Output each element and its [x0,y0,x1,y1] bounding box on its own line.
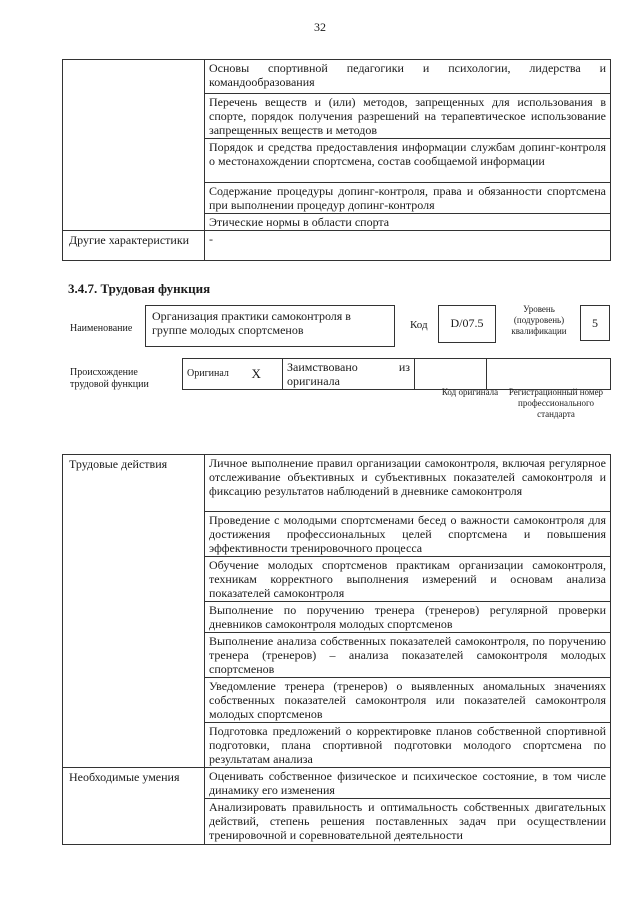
action-item: Личное выполнение правил организации самоконтроля, включая регулярное отслеживание объективных и субъективных показателей самоконтроля и фиксацию результатов наблюдений в дневнике самоконтроля [205,455,611,512]
level-label: Уровень (подуровень) квалификации [511,304,567,336]
knowledge-item: Основы спортивной педагогики и психологии, лидерства и командообразования [205,60,611,94]
action-item: Проведение с молодыми спортсменами бесед о важности самоконтроля для достижения профессиональных целей спортсмена и повышения эффективности тренировочного процесса [205,512,611,557]
knowledge-item: Порядок и средства предоставления информации службам допинг-контроля о местонахождении спортсмена, состав сообщаемой информации [205,139,611,183]
code-original-label: Код оригинала [441,387,499,397]
original-mark: X [248,359,283,390]
other-characteristics-label: Другие характеристики [63,231,205,261]
action-item: Выполнение по поручению тренера (тренеров) регулярной проверки дневников самоконтроля молодых спортсменов [205,602,611,633]
action-item: Обучение молодых спортсменов практикам организации самоконтроля, техникам корректного выполнения измерений и основам анализа показателей самоконтроля [205,557,611,602]
knowledge-item: Перечень веществ и (или) методов, запрещенных для использования в спорте, порядок получения разрешений на терапевтическое использование запрещенных веществ и методов [205,94,611,139]
borrowed-label: Заимствовано из оригинала [283,359,415,390]
origin-table [182,358,611,390]
action-item: Уведомление тренера (тренеров) о выявленных аномальных значениях собственных показателей самоконтроля или показателей самоконтроля молодых спортсменов [205,678,611,723]
section-title: 3.4.7. Трудовая функция [68,281,211,296]
function-name: Организация практики самоконтроля в группе молодых спортсменов [152,309,351,337]
action-item: Подготовка предложений о корректировке планов собственной спортивной подготовки, плана спортивной подготовки молодого спортсмена по результатам анализа [205,723,611,768]
reg-number-label: Регистрационный номер профессионального стандарта [508,387,604,419]
knowledge-label-cell [63,60,205,231]
action-item: Выполнение анализа собственных показателей самоконтроля, по поручению тренера (тренеров) – анализа показателей самоконтроля молодых спортсменов [205,633,611,678]
page-number: 32 [314,20,326,34]
reg-number-cell [487,359,611,390]
code-label: Код [410,319,428,331]
skill-item: Анализировать правильность и оптимальность собственных двигательных действий, степень решения поставленных задач при осуществлении тренировочной и соревновательной деятельности [205,799,611,845]
skills-label: Необходимые умения [63,768,205,845]
code-value: D/07.5 [450,316,484,330]
origin-label: Происхождение трудовой функции [70,367,149,390]
knowledge-item: Содержание процедуры допинг-контроля, права и обязанности спортсмена при выполнении процедур допинг-контроля [205,183,611,214]
skill-item: Оценивать собственное физическое и психическое состояние, в том числе динамику его изменения [205,768,611,799]
code-box [438,305,496,343]
actions-label: Трудовые действия [63,455,205,768]
other-characteristics-value: - [205,231,611,261]
code-original-cell [415,359,487,390]
function-name-box [145,305,395,347]
original-label: Оригинал [183,359,248,390]
level-box [580,305,610,341]
knowledge-item: Этические нормы в области спорта [205,214,611,231]
name-label: Наименование [70,323,133,334]
level-value: 5 [592,316,598,330]
work-actions-table [62,454,611,845]
knowledge-table [62,59,611,261]
